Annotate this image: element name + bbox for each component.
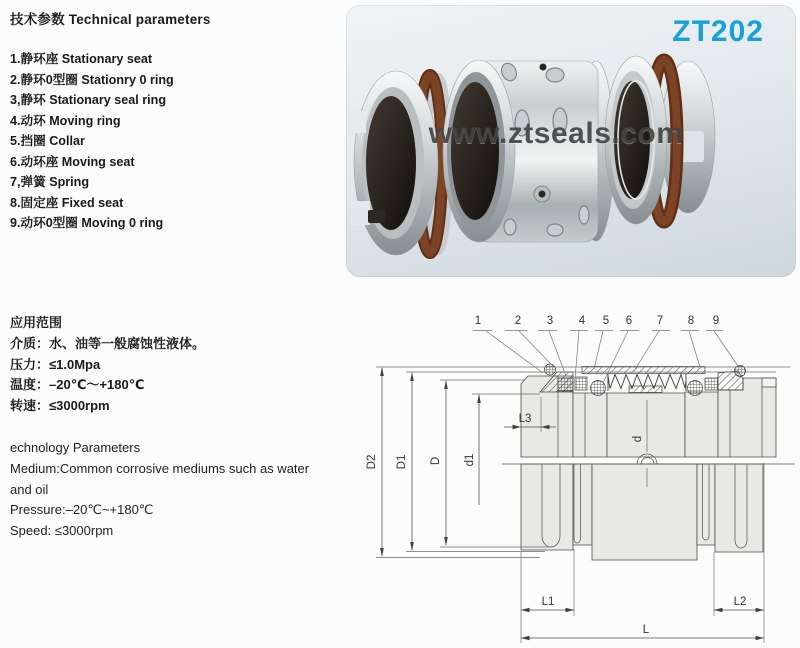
fixed-seat-plate (582, 367, 705, 374)
product-photo (346, 5, 796, 277)
speed-line-en: Speed: ≤3000rpm (10, 523, 114, 539)
dim-label-d: d (632, 435, 644, 443)
pressure-line-en: Pressure:–20℃~+180℃ (10, 502, 154, 518)
part-number-1: 1 (474, 315, 482, 327)
part-number-3: 3 (546, 315, 554, 327)
part-list-item-7: 7,弹簧 Spring (10, 175, 90, 189)
drum-set-screw (539, 191, 546, 198)
medium-line-en-cont: and oil (10, 481, 49, 497)
seal-elements (540, 364, 746, 396)
part-number-9: 9 (712, 315, 720, 327)
part-number-5: 5 (602, 315, 610, 327)
dim-label-d1: d1 (464, 453, 476, 467)
part-list-item-2: 2.静环0型圈 Stationry 0 ring (10, 72, 174, 87)
part-list-item-3: 3,静环 Stationary seal ring (10, 93, 167, 107)
temperature-line-zh: 温度：–20℃～+180℃ (10, 377, 145, 393)
dim-label-D: D (430, 456, 442, 466)
left-ring-drive-slot (368, 210, 385, 223)
dim-label-D1: D1 (396, 454, 408, 470)
technical-drawing (352, 298, 800, 648)
seal-cross-section-body (518, 376, 776, 560)
watermark-text: www.ztseals.com (428, 117, 684, 150)
part-list-item-5: 5.挡圈 Collar (10, 134, 85, 148)
dim-label-L1: L1 (541, 596, 555, 608)
medium-line-zh: 介质：水、油等一般腐蚀性液体。 (10, 335, 206, 351)
moving-oring-right-section (688, 381, 703, 396)
part-number-6: 6 (625, 315, 633, 327)
dim-label-L2: L2 (733, 596, 747, 608)
stationary-oring-section (545, 364, 556, 375)
dim-label-L3: L3 (518, 413, 532, 425)
tech-params-list (10, 49, 174, 234)
stationary-seal-ring-section (558, 378, 573, 391)
part-list-item-4: 4.动环 Moving ring (10, 113, 121, 128)
pressure-line-zh: 压力：≤1.0Mpa (10, 356, 101, 372)
application-title: 应用范围 (10, 315, 63, 330)
speed-line-zh: 转速：≤3000rpm (10, 398, 110, 414)
part-numbers (475, 315, 719, 327)
spring-cage-drum-photo (443, 60, 614, 242)
moving-ring-section (575, 377, 587, 390)
dim-label-L: L (642, 624, 650, 636)
part-number-8: 8 (687, 315, 695, 327)
technology-parameters-block (10, 438, 309, 542)
medium-line-en: Medium:Common corrosive mediums such as water (10, 460, 310, 476)
technology-parameters-title: echnology Parameters (10, 440, 141, 455)
drum-bore (451, 82, 499, 220)
part-leader-lines (473, 331, 738, 384)
stationary-seat-ring-photo (348, 71, 449, 255)
part-number-7: 7 (656, 315, 664, 327)
part-list-item-9: 9.动环0型圈 Moving 0 ring (10, 216, 164, 230)
dim-label-D2: D2 (366, 454, 378, 470)
part-list-item-6: 6.动环座 Moving seat (10, 154, 135, 169)
part-list-item-8: 8.固定座 Fixed seat (10, 195, 124, 210)
part-number-2: 2 (514, 315, 522, 327)
tech-params-title: 技术参数 Technical parameters (10, 12, 211, 27)
part-number-4: 4 (578, 315, 586, 327)
model-number-label: ZT202 (672, 15, 764, 48)
left-ring-slot-notch (348, 111, 366, 133)
application-range-block (10, 313, 205, 417)
part-list-item-1: 1.静环座 Stationary seat (10, 52, 153, 66)
